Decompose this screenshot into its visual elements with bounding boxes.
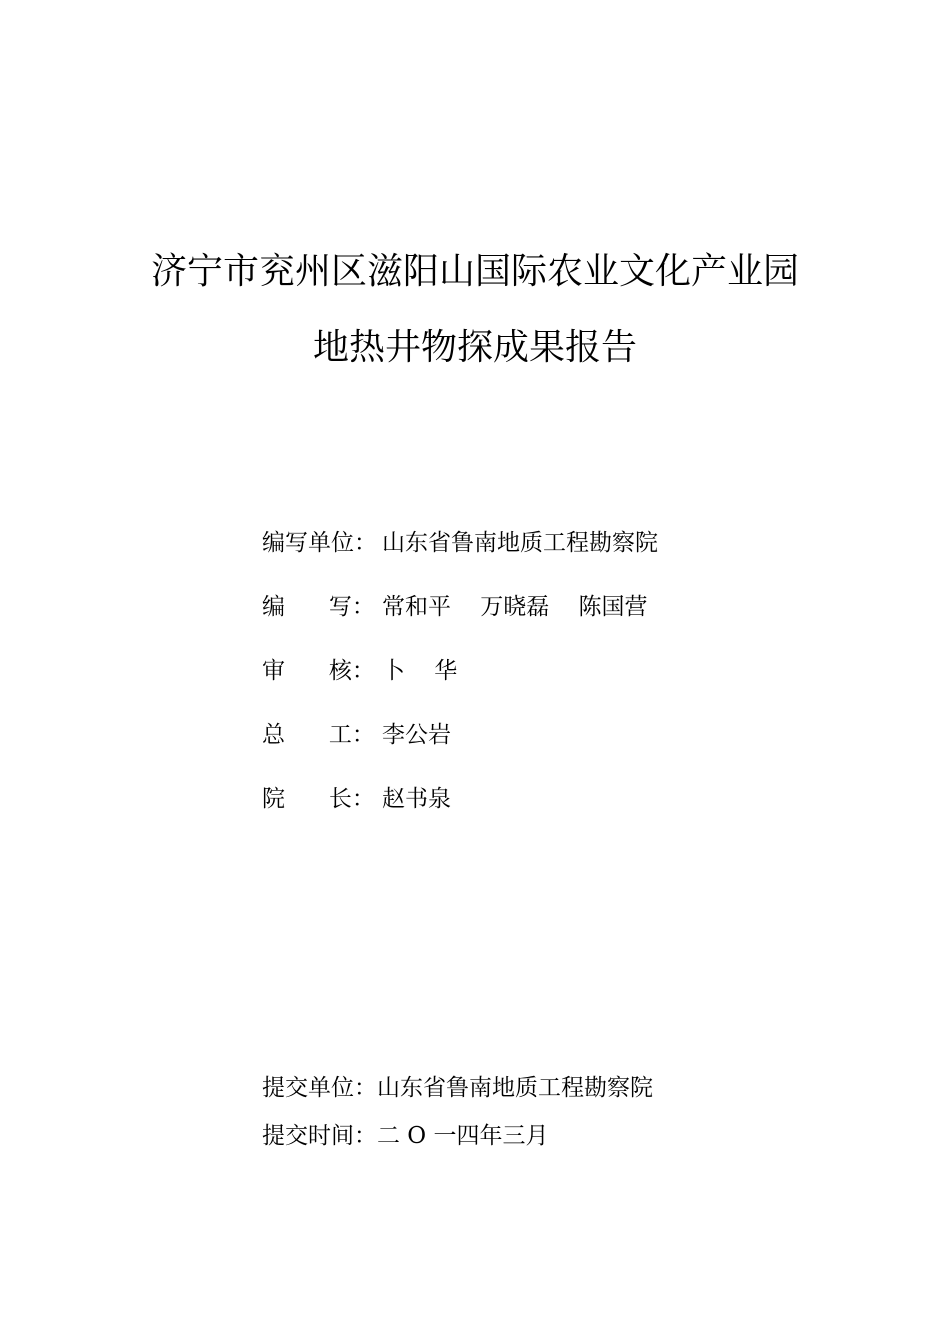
credit-value: 卜 华 bbox=[382, 658, 458, 684]
credit-label: 编写单位： bbox=[262, 530, 377, 556]
credit-value: 赵书泉 bbox=[382, 786, 451, 812]
submission-unit-label: 提交单位： bbox=[262, 1075, 377, 1101]
credit-label: 编 写： bbox=[262, 594, 375, 620]
submission-unit-row bbox=[262, 1073, 653, 1103]
credit-value: 常和平 万晓磊 陈国营 bbox=[382, 594, 648, 620]
credit-value: 山东省鲁南地质工程勘察院 bbox=[382, 530, 658, 556]
submission-time-value: 二 O 一四年三月 bbox=[377, 1123, 549, 1149]
credit-row-chief-engineer bbox=[262, 720, 451, 750]
credit-row-reviewer bbox=[262, 656, 457, 686]
credit-label: 审 核： bbox=[262, 658, 375, 684]
credit-row-writers bbox=[262, 592, 648, 622]
credit-label: 院 长： bbox=[262, 786, 375, 812]
report-title-line-1: 济宁市兖州区滋阳山国际农业文化产业园 bbox=[150, 251, 799, 292]
submission-time-label: 提交时间： bbox=[262, 1123, 377, 1149]
credit-value: 李公岩 bbox=[382, 722, 451, 748]
credit-row-dean bbox=[262, 784, 451, 814]
submission-time-row bbox=[262, 1121, 548, 1151]
credit-label: 总 工： bbox=[262, 722, 375, 748]
report-title-line-2: 地热井物探成果报告 bbox=[312, 327, 637, 368]
credit-row-compiling-unit bbox=[262, 528, 658, 558]
submission-unit-value: 山东省鲁南地质工程勘察院 bbox=[377, 1075, 653, 1101]
